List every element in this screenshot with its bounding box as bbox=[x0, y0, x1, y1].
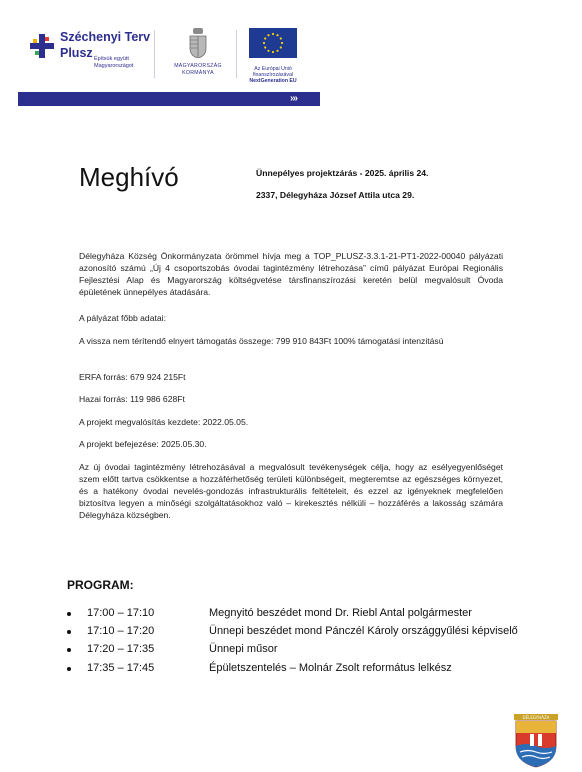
header-divider bbox=[154, 30, 155, 78]
list-item bbox=[67, 625, 537, 643]
bullet-icon bbox=[67, 648, 71, 652]
list-item bbox=[67, 643, 537, 661]
goal-paragraph: Az új óvodai tagintézmény létrehozásával a megvalósult tevékenységek célja, hogy az esélyegyenlőséget szem előtt tartva csökkentse a hozzáférhetőség területi különbségeit, megteremtse az egészséges környezet, és a hatékony óvodai nevelés-gondozás infrastrukturális feltételeit, és ezzel az igényeknek megfelelően biztosítva legyen a minőségi szolgáltatásokhoz való – kirekesztés nélküli – hozzáférés a lakosság számára Délegyháza községben. bbox=[79, 462, 503, 520]
brand-plusz: Plusz bbox=[60, 46, 93, 60]
start-paragraph: A projekt megvalósítás kezdete: 2022.05.05. bbox=[79, 417, 249, 427]
program-description: Ünnepi beszédet mond Pánczél Károly országgyűlési képviselő bbox=[209, 625, 518, 638]
event-address: 2337, Délegyháza József Attila utca 29. bbox=[256, 190, 415, 200]
program-description: Épületszentelés – Molnár Zsolt református lelkész bbox=[209, 661, 452, 674]
eu-logo: Az Európai Unió finanszírozásával NextGeneration EU bbox=[243, 28, 303, 85]
program-description: Ünnepi műsor bbox=[209, 643, 278, 656]
bullet-icon bbox=[67, 612, 71, 616]
eu-flag-icon bbox=[249, 28, 297, 58]
brand-subtitle: Építsük együtt Magyarországot bbox=[94, 56, 134, 69]
grant-paragraph: A vissza nem térítendő elnyert támogatás összege: 799 910 843Ft 100% támogatási intenzitású bbox=[79, 336, 444, 346]
szechenyi-plus-logo-icon bbox=[28, 32, 56, 60]
program-time: 17:20 – 17:35 bbox=[87, 643, 155, 656]
domestic-paragraph: Hazai forrás: 119 986 628Ft bbox=[79, 394, 185, 404]
page-title: Meghívó bbox=[79, 162, 179, 192]
program-time: 17:00 – 17:10 bbox=[87, 607, 155, 619]
hungarian-coat-of-arms-icon bbox=[189, 28, 207, 58]
program-heading: PROGRAM: bbox=[67, 578, 134, 592]
government-logo: MAGYARORSZÁG KORMÁNYA bbox=[168, 28, 228, 84]
bullet-icon bbox=[67, 630, 71, 634]
end-paragraph: A projekt befejezése: 2025.05.30. bbox=[79, 439, 207, 449]
program-time: 17:10 – 17:20 bbox=[87, 625, 155, 638]
event-date: Ünnepélyes projektzárás - 2025. április 24. bbox=[256, 168, 429, 178]
header-divider bbox=[236, 30, 237, 78]
main-data-label: A pályázat főbb adatai: bbox=[79, 313, 166, 323]
program-description: Megnyitó beszédet mond Dr. Riebl Antal polgármester bbox=[209, 607, 472, 619]
erfa-paragraph: ERFA forrás: 679 924 215Ft bbox=[79, 372, 186, 382]
program-list bbox=[67, 607, 537, 680]
chevron-right-icon: ››› bbox=[290, 93, 297, 104]
list-item bbox=[67, 662, 537, 680]
delegyhaza-coat-of-arms-icon bbox=[512, 712, 560, 768]
program-time: 17:35 – 17:45 bbox=[87, 661, 155, 674]
brand-title: Széchenyi Terv bbox=[60, 30, 151, 44]
svg-text:DÉLEGYHÁZA: DÉLEGYHÁZA bbox=[522, 714, 550, 720]
bullet-icon bbox=[67, 667, 71, 671]
list-item bbox=[67, 607, 537, 625]
banner-strip bbox=[18, 92, 303, 106]
intro-paragraph: Délegyháza Község Önkormányzata örömmel hívja meg a TOP_PLUSZ-3.3.1-21-PT1-2022-00040 pályázati azonosító számú „Új 4 csoportszobás óvodai tagintézmény létrehozása” című pályázat Európai Regionális Fejlesztési Alap és Magyarország költségvetése társfinanszírozási keretén belül megvalósult Óvoda épületének ünnepélyes átadására. bbox=[79, 251, 503, 297]
